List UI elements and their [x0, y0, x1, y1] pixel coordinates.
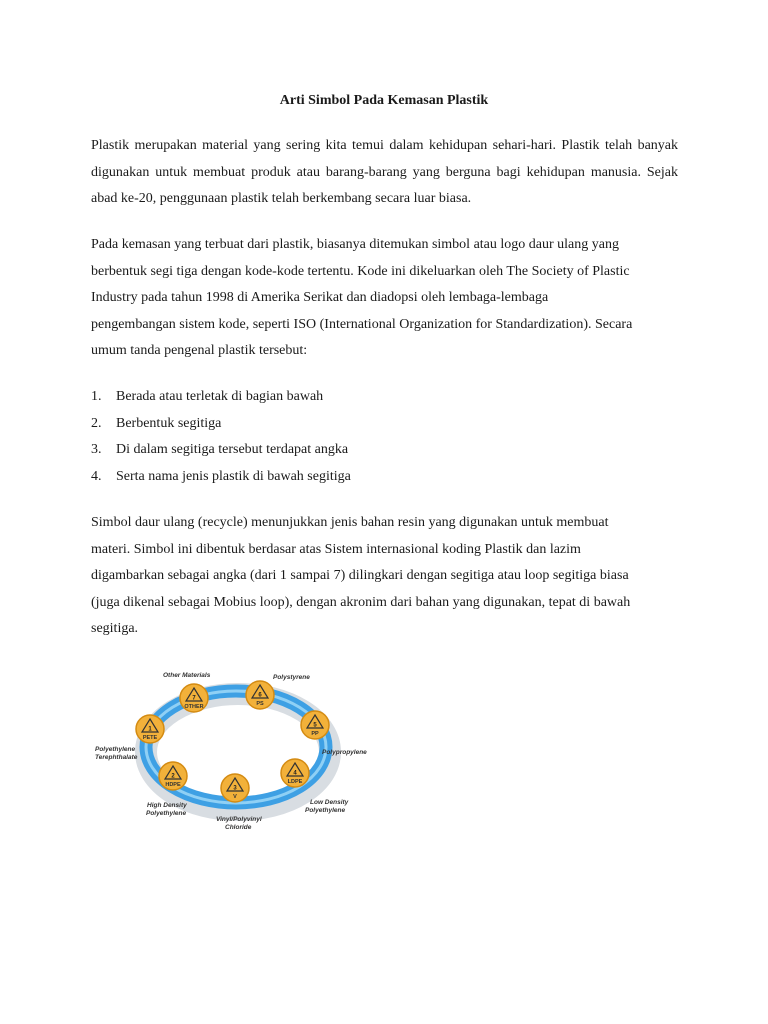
recycle-paragraph	[91, 510, 678, 643]
recycle-paragraph-line: materi. Simbol ini dibentuk berdasar atas Sistem internasional koding Plastik dan lazim	[91, 541, 581, 557]
list-item	[91, 411, 678, 438]
badge-number: 2	[171, 773, 175, 780]
badge-code: HDPE	[165, 782, 181, 788]
badge-v	[221, 774, 249, 802]
badge-number: 6	[258, 692, 262, 699]
label-low-density: Low Density	[310, 799, 349, 806]
symbol-paragraph	[91, 232, 678, 365]
badge-number: 1	[148, 726, 152, 733]
identifier-list	[91, 384, 678, 490]
symbol-paragraph-line: berbentuk segi tiga dengan kode-kode tertentu. Kode ini dikeluarkan oleh The Society of Plastic	[91, 263, 630, 279]
badge-code: OTHER	[184, 704, 204, 710]
list-number: 3.	[91, 442, 102, 457]
recycle-paragraph-line: segitiga.	[91, 621, 139, 636]
page-title: Arti Simbol Pada Kemasan Plastik	[279, 93, 489, 108]
recycling-diagram	[90, 660, 390, 840]
badge-ps	[246, 681, 274, 709]
badge-number: 5	[313, 722, 317, 729]
badge-hdpe	[159, 762, 187, 790]
badge-pete	[136, 715, 164, 743]
badge-other	[180, 684, 208, 712]
label-other-materials: Other Materials	[163, 672, 211, 679]
list-text: Di dalam segitiga tersebut terdapat angka	[116, 442, 349, 457]
badge-number: 3	[233, 785, 237, 792]
badge-pp	[301, 711, 329, 739]
symbol-paragraph-line: pengembangan sistem kode, seperti ISO (International Organization for Standardization). Secara	[91, 316, 633, 332]
recycle-paragraph-line: (juga dikenal sebagai Mobius loop), dengan akronim dari bahan yang digunakan, tepat di bawah	[91, 594, 631, 610]
list-item	[91, 437, 678, 464]
label-high-density: High Density	[147, 802, 187, 809]
badge-code: LDPE	[287, 779, 303, 785]
badge-code: PS	[256, 701, 264, 707]
label-polystyrene: Polystyrene	[273, 674, 310, 681]
symbol-paragraph-line: umum tanda pengenal plastik tersebut:	[91, 343, 308, 358]
intro-paragraph: Plastik merupakan material yang sering kita temui dalam kehidupan sehari-hari. Plastik telah banyak digunakan untuk membuat produk atau barang-barang yang berguna bagi kehidupan manusia. Sejak abad ke-20, penggunaan plastik telah berkembang secara luar biasa.	[91, 138, 678, 206]
recycle-paragraph-line: Simbol daur ulang (recycle) menunjukkan jenis bahan resin yang digunakan untuk membuat	[91, 515, 609, 530]
badge-ldpe	[281, 759, 309, 787]
badge-code: PP	[311, 731, 319, 737]
label-high-density-2: Polyethylene	[146, 810, 187, 817]
symbol-paragraph-line: Pada kemasan yang terbuat dari plastik, biasanya ditemukan simbol atau logo daur ulang yang	[91, 237, 619, 252]
label-low-density-2: Polyethylene	[305, 807, 346, 814]
recycling-codes-figure	[90, 660, 390, 840]
label-pete-2: Terephthalate	[95, 754, 138, 761]
list-text: Berbentuk segitiga	[116, 415, 222, 431]
symbol-paragraph-line: Industry pada tahun 1998 di Amerika Serikat dan diadopsi oleh lembaga-lembaga	[91, 290, 549, 305]
list-number: 4.	[91, 468, 102, 484]
label-vinyl-2: Chloride	[225, 824, 252, 831]
badge-code: V	[233, 794, 237, 800]
list-item	[91, 384, 678, 411]
badge-code: PETE	[142, 735, 158, 741]
list-number: 2.	[91, 415, 102, 431]
badge-number: 7	[192, 695, 196, 702]
list-text: Serta nama jenis plastik di bawah segitiga	[116, 468, 351, 484]
list-number: 1.	[91, 389, 102, 404]
label-pete: Polyethylene	[95, 746, 136, 753]
label-vinyl: Vinyl/Polyvinyl	[216, 816, 262, 823]
label-polypropylene: Polypropylene	[322, 749, 367, 756]
list-text: Berada atau terletak di bagian bawah	[116, 389, 324, 404]
list-item	[91, 464, 678, 491]
badge-number: 4	[293, 770, 297, 777]
recycle-paragraph-line: digambarkan sebagai angka (dari 1 sampai 7) dilingkari dengan segitiga atau loop segitiga biasa	[91, 568, 629, 583]
